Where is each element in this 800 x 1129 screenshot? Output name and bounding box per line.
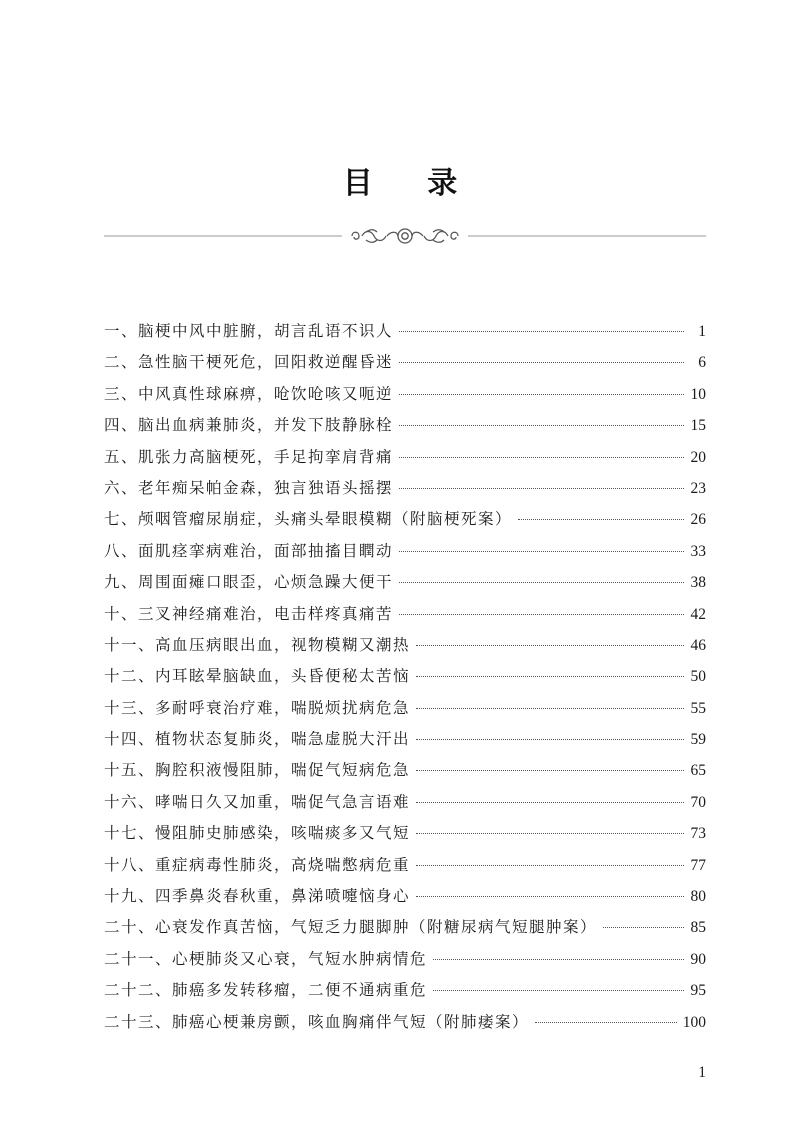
toc-dot-leader bbox=[416, 708, 684, 709]
toc-dot-leader bbox=[416, 896, 684, 897]
toc-dot-leader bbox=[433, 990, 684, 991]
toc-entry-title: 二十二、肺癌多发转移瘤，二便不通病重危 bbox=[104, 981, 428, 1000]
toc-entry-page: 95 bbox=[690, 982, 706, 1000]
toc-dot-leader bbox=[399, 551, 684, 552]
toc-entry-title: 五、肌张力高脑梗死，手足拘挛肩背痛 bbox=[104, 447, 394, 466]
toc-dot-leader bbox=[416, 645, 684, 646]
toc-entry-title: 十七、慢阻肺史肺感染，咳喘痰多又气短 bbox=[104, 824, 411, 843]
toc-entry[interactable] bbox=[104, 818, 706, 849]
toc-entry-page: 6 bbox=[698, 354, 706, 372]
toc-entry-page: 46 bbox=[690, 636, 706, 654]
toc-entry-title: 十、三叉神经痛难治，电击样疼真痛苦 bbox=[104, 604, 394, 623]
page-number: 1 bbox=[698, 1064, 706, 1081]
toc-entry[interactable] bbox=[104, 912, 706, 943]
toc-dot-leader bbox=[416, 676, 684, 677]
toc-entry[interactable] bbox=[104, 536, 706, 567]
toc-entry-title: 八、面肌痉挛病难治，面部抽搐目瞤动 bbox=[104, 541, 394, 560]
toc-entry-page: 59 bbox=[690, 731, 706, 749]
toc-entry-title: 三、中风真性球麻痹，呛饮呛咳又呃逆 bbox=[104, 384, 394, 403]
toc-dot-leader bbox=[399, 394, 684, 395]
toc-entry-page: 10 bbox=[690, 385, 706, 403]
toc-entry-page: 73 bbox=[690, 825, 706, 843]
toc-entry[interactable] bbox=[104, 347, 706, 378]
toc-entry-title: 十二、内耳眩晕脑缺血，头昏便秘太苦恼 bbox=[104, 667, 411, 686]
toc-entry[interactable] bbox=[104, 693, 706, 724]
toc-entry-page: 38 bbox=[690, 574, 706, 592]
toc-dot-leader bbox=[399, 362, 684, 363]
toc-entry-page: 20 bbox=[690, 448, 706, 466]
toc-entry[interactable] bbox=[104, 724, 706, 755]
table-of-contents bbox=[104, 316, 706, 1038]
toc-entry-title: 十六、哮喘日久又加重，喘促气急言语难 bbox=[104, 792, 411, 811]
toc-dot-leader bbox=[416, 802, 684, 803]
toc-dot-leader bbox=[399, 457, 684, 458]
toc-entry-title: 四、脑出血病兼肺炎，并发下肢静脉栓 bbox=[104, 416, 394, 435]
toc-entry-title: 一、脑梗中风中脏腑，胡言乱语不识人 bbox=[104, 322, 394, 340]
toc-dot-leader bbox=[416, 833, 684, 834]
toc-entry-title: 二、急性脑干梗死危，回阳救逆醒昏迷 bbox=[104, 353, 394, 372]
toc-entry-title: 六、老年痴呆帕金森，独言独语头摇摆 bbox=[104, 478, 394, 497]
toc-entry-page: 77 bbox=[690, 856, 706, 874]
toc-entry[interactable] bbox=[104, 442, 706, 473]
scroll-ornament-icon bbox=[352, 229, 458, 243]
toc-dot-leader bbox=[433, 959, 684, 960]
toc-entry-page: 15 bbox=[690, 417, 706, 435]
toc-entry[interactable] bbox=[104, 944, 706, 975]
toc-entry-page: 65 bbox=[690, 762, 706, 780]
toc-entry-title: 十九、四季鼻炎春秋重，鼻涕喷嚏恼身心 bbox=[104, 887, 411, 906]
toc-entry-title: 七、颅咽管瘤尿崩症，头痛头晕眼模糊（附脑梗死案） bbox=[104, 510, 513, 529]
toc-dot-leader bbox=[399, 425, 684, 426]
title-divider bbox=[104, 224, 706, 248]
toc-entry-page: 80 bbox=[690, 888, 706, 906]
toc-entry-title: 十八、重症病毒性肺炎，高烧喘憋病危重 bbox=[104, 855, 411, 874]
toc-entry[interactable] bbox=[104, 661, 706, 692]
toc-entry-title: 十一、高血压病眼出血，视物模糊又潮热 bbox=[104, 635, 411, 654]
toc-entry-page: 90 bbox=[690, 950, 706, 968]
toc-entry-title: 二十三、肺癌心梗兼房颤，咳血胸痛伴气短（附肺痿案） bbox=[104, 1012, 530, 1031]
toc-dot-leader bbox=[399, 582, 684, 583]
toc-dot-leader bbox=[399, 488, 684, 489]
toc-entry-page: 100 bbox=[682, 1013, 706, 1031]
toc-entry[interactable] bbox=[104, 379, 706, 410]
toc-entry-title: 二十一、心梗肺炎又心衰，气短水肿病情危 bbox=[104, 949, 428, 968]
toc-entry-title: 二十、心衰发作真苦恼，气短乏力腿脚肿（附糖尿病气短腿肿案） bbox=[104, 918, 598, 937]
toc-entry[interactable] bbox=[104, 881, 706, 912]
page-title: 目 录 bbox=[342, 166, 480, 202]
toc-dot-leader bbox=[399, 331, 684, 332]
toc-entry-page: 1 bbox=[698, 323, 706, 340]
toc-entry-page: 26 bbox=[690, 511, 706, 529]
toc-dot-leader bbox=[518, 519, 684, 520]
toc-entry[interactable] bbox=[104, 410, 706, 441]
toc-entry-page: 70 bbox=[690, 793, 706, 811]
toc-entry[interactable] bbox=[104, 1007, 706, 1038]
toc-entry[interactable] bbox=[104, 630, 706, 661]
toc-dot-leader bbox=[399, 614, 684, 615]
toc-entry[interactable] bbox=[104, 850, 706, 881]
toc-entry-title: 十五、胸腔积液慢阻肺，喘促气短病危急 bbox=[104, 761, 411, 780]
toc-entry-page: 42 bbox=[690, 605, 706, 623]
toc-entry[interactable] bbox=[104, 755, 706, 786]
toc-entry-title: 十四、植物状态复肺炎，喘急虚脱大汗出 bbox=[104, 730, 411, 749]
toc-dot-leader bbox=[416, 865, 684, 866]
toc-entry[interactable] bbox=[104, 473, 706, 504]
toc-entry[interactable] bbox=[104, 567, 706, 598]
toc-entry-page: 85 bbox=[690, 919, 706, 937]
toc-entry-page: 33 bbox=[690, 542, 706, 560]
toc-entry-page: 50 bbox=[690, 668, 706, 686]
toc-dot-leader bbox=[416, 739, 684, 740]
toc-entry[interactable] bbox=[104, 787, 706, 818]
toc-entry[interactable] bbox=[104, 504, 706, 535]
toc-entry-page: 55 bbox=[690, 699, 706, 717]
toc-dot-leader bbox=[603, 927, 684, 928]
toc-entry-title: 十三、多耐呼衰治疗难，喘脱烦扰病危急 bbox=[104, 698, 411, 717]
toc-entry-page: 23 bbox=[690, 479, 706, 497]
toc-dot-leader bbox=[535, 1022, 677, 1023]
toc-entry[interactable] bbox=[104, 975, 706, 1006]
toc-dot-leader bbox=[416, 770, 684, 771]
toc-entry[interactable] bbox=[104, 316, 706, 347]
toc-entry[interactable] bbox=[104, 599, 706, 630]
toc-entry-title: 九、周围面瘫口眼歪，心烦急躁大便干 bbox=[104, 573, 394, 592]
